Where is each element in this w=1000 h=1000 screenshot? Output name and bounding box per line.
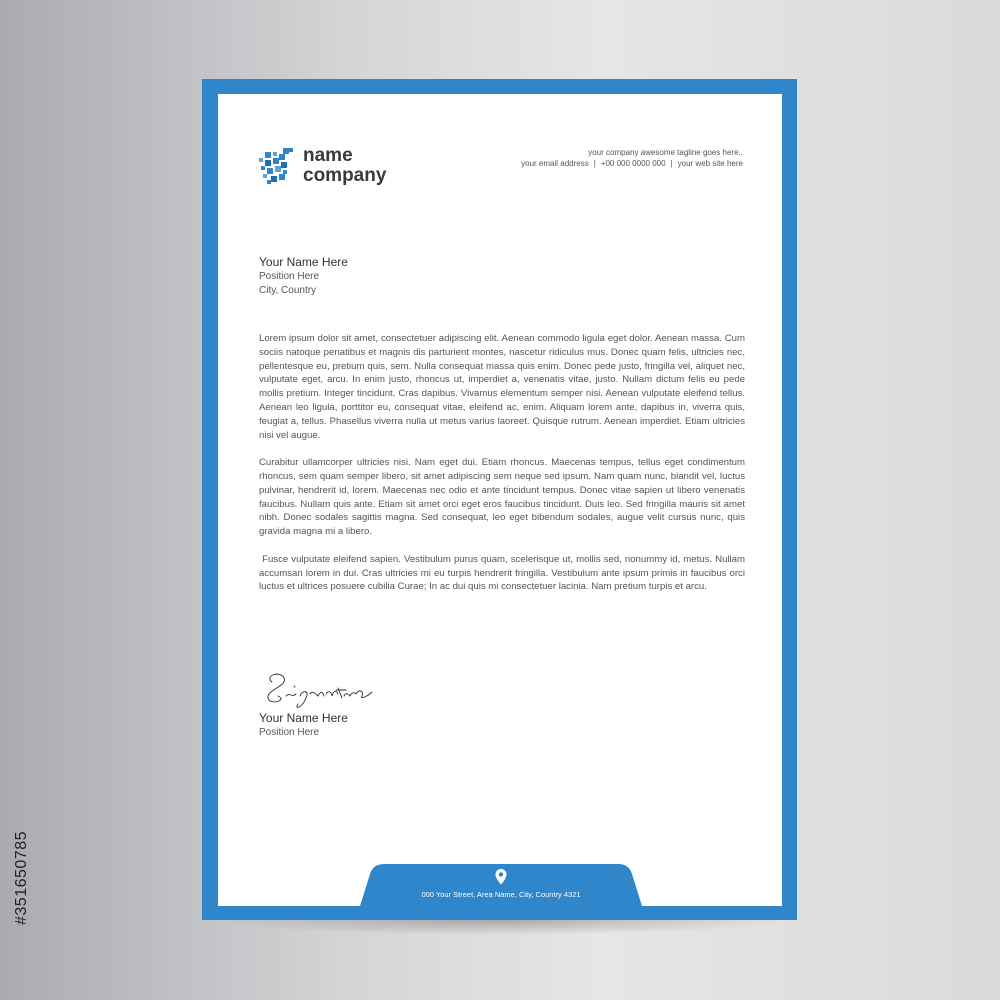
footer-address: 000 Your Street, Area Name, City, Country 4321	[421, 890, 581, 899]
tagline: your company awesome tagline goes here..	[588, 148, 743, 157]
recipient-position: Position Here	[259, 271, 320, 282]
contact-phone: +00 000 0000 000	[600, 159, 666, 168]
body-paragraph: Curabitur ullamcorper ultricies nisi. Nam eget dui. Etiam rhoncus. Maecenas tempus, tellus eget condimentum rhoncus, sem quam semper libero, sit amet adipiscing sem neque sed ipsum. Nam quam nunc, blandit vel, luctus pulvinar, hendrerit id, lorem. Maecenas nec odio et ante tincidunt tempus. Donec vitae sapien ut libero venenatis faucibus. Nullam quis ante. Etiam sit amet orci eget eros faucibus tincidunt. Duis leo. Sed fringilla mauris sit amet nibh. Donec sodales sagittis magna. Sed consequat, leo eget bibendum sodales, augue velit cursus nunc, quis gravida magna mi a libero.	[259, 457, 745, 538]
letterhead-frame	[202, 79, 797, 920]
location-pin-icon	[495, 869, 507, 885]
contact-email: your email address	[521, 159, 589, 168]
contact-separator: |	[670, 159, 673, 168]
signer-name: Your Name Here	[259, 711, 348, 725]
signer-position: Position Here	[259, 727, 320, 738]
brand-name: name	[303, 145, 353, 166]
letterhead-paper	[218, 94, 782, 906]
footer-address-tab	[360, 864, 642, 906]
signer-block	[259, 711, 348, 740]
stock-id-text: #351650785	[13, 831, 30, 925]
stock-id-watermark	[8, 765, 32, 965]
contact-separator: |	[593, 159, 596, 168]
contact-line	[521, 158, 743, 169]
letter-body	[259, 332, 748, 608]
header-contact-block	[521, 147, 743, 169]
recipient-location: City, Country	[259, 285, 317, 296]
contact-website: your web site here	[677, 159, 743, 168]
company-logo	[259, 146, 419, 192]
pixel-logo-icon	[259, 148, 295, 184]
brand-company: company	[303, 165, 387, 186]
recipient-name: Your Name Here	[259, 255, 348, 269]
recipient-block	[259, 255, 348, 298]
handwritten-signature	[258, 666, 378, 712]
body-paragraph: Lorem ipsum dolor sit amet, consectetuer adipiscing elit. Aenean commodo ligula eget dolor. Aenean massa. Cum sociis natoque penatibus et magnis dis parturient montes, nascetur ridiculus mus. Donec quam felis, ultricies nec, pellentesque eu, pretium quis, sem. Nulla consequat massa quis enim. Donec pede justo, fringilla vel, aliquet nec, vulputate eget, arcu. In enim justo, rhoncus ut, imperdiet a, venenatis vitae, justo. Nullam dictum felis eu pede mollis pretium. Integer tincidunt. Cras dapibus. Vivamus elementum semper nisi. Aenean vulputate eleifend tellus. Aenean leo ligula, porttitor eu, consequat vitae, eleifend ac, enim. Aliquam lorem ante, dapibus in, viverra quis, feugiat a, tellus. Phasellus viverra nulla ut metus varius laoreet. Quisque rutrum. Aenean imperdiet. Etiam ultricies nisi vel augue.	[259, 333, 745, 441]
body-paragraph: Fusce vulputate eleifend sapien. Vestibulum purus quam, scelerisque ut, mollis sed, nonummy id, metus. Nullam accumsan lorem in dui. Cras ultricies mi eu turpis hendrerit fringilla. Vestibulum ante ipsum primis in faucibus orci luctus et ultrices posuere cubilia Curae; In ac dui quis mi consectetuer lacinia. Nam pretium turpis et arcu.	[259, 553, 748, 593]
